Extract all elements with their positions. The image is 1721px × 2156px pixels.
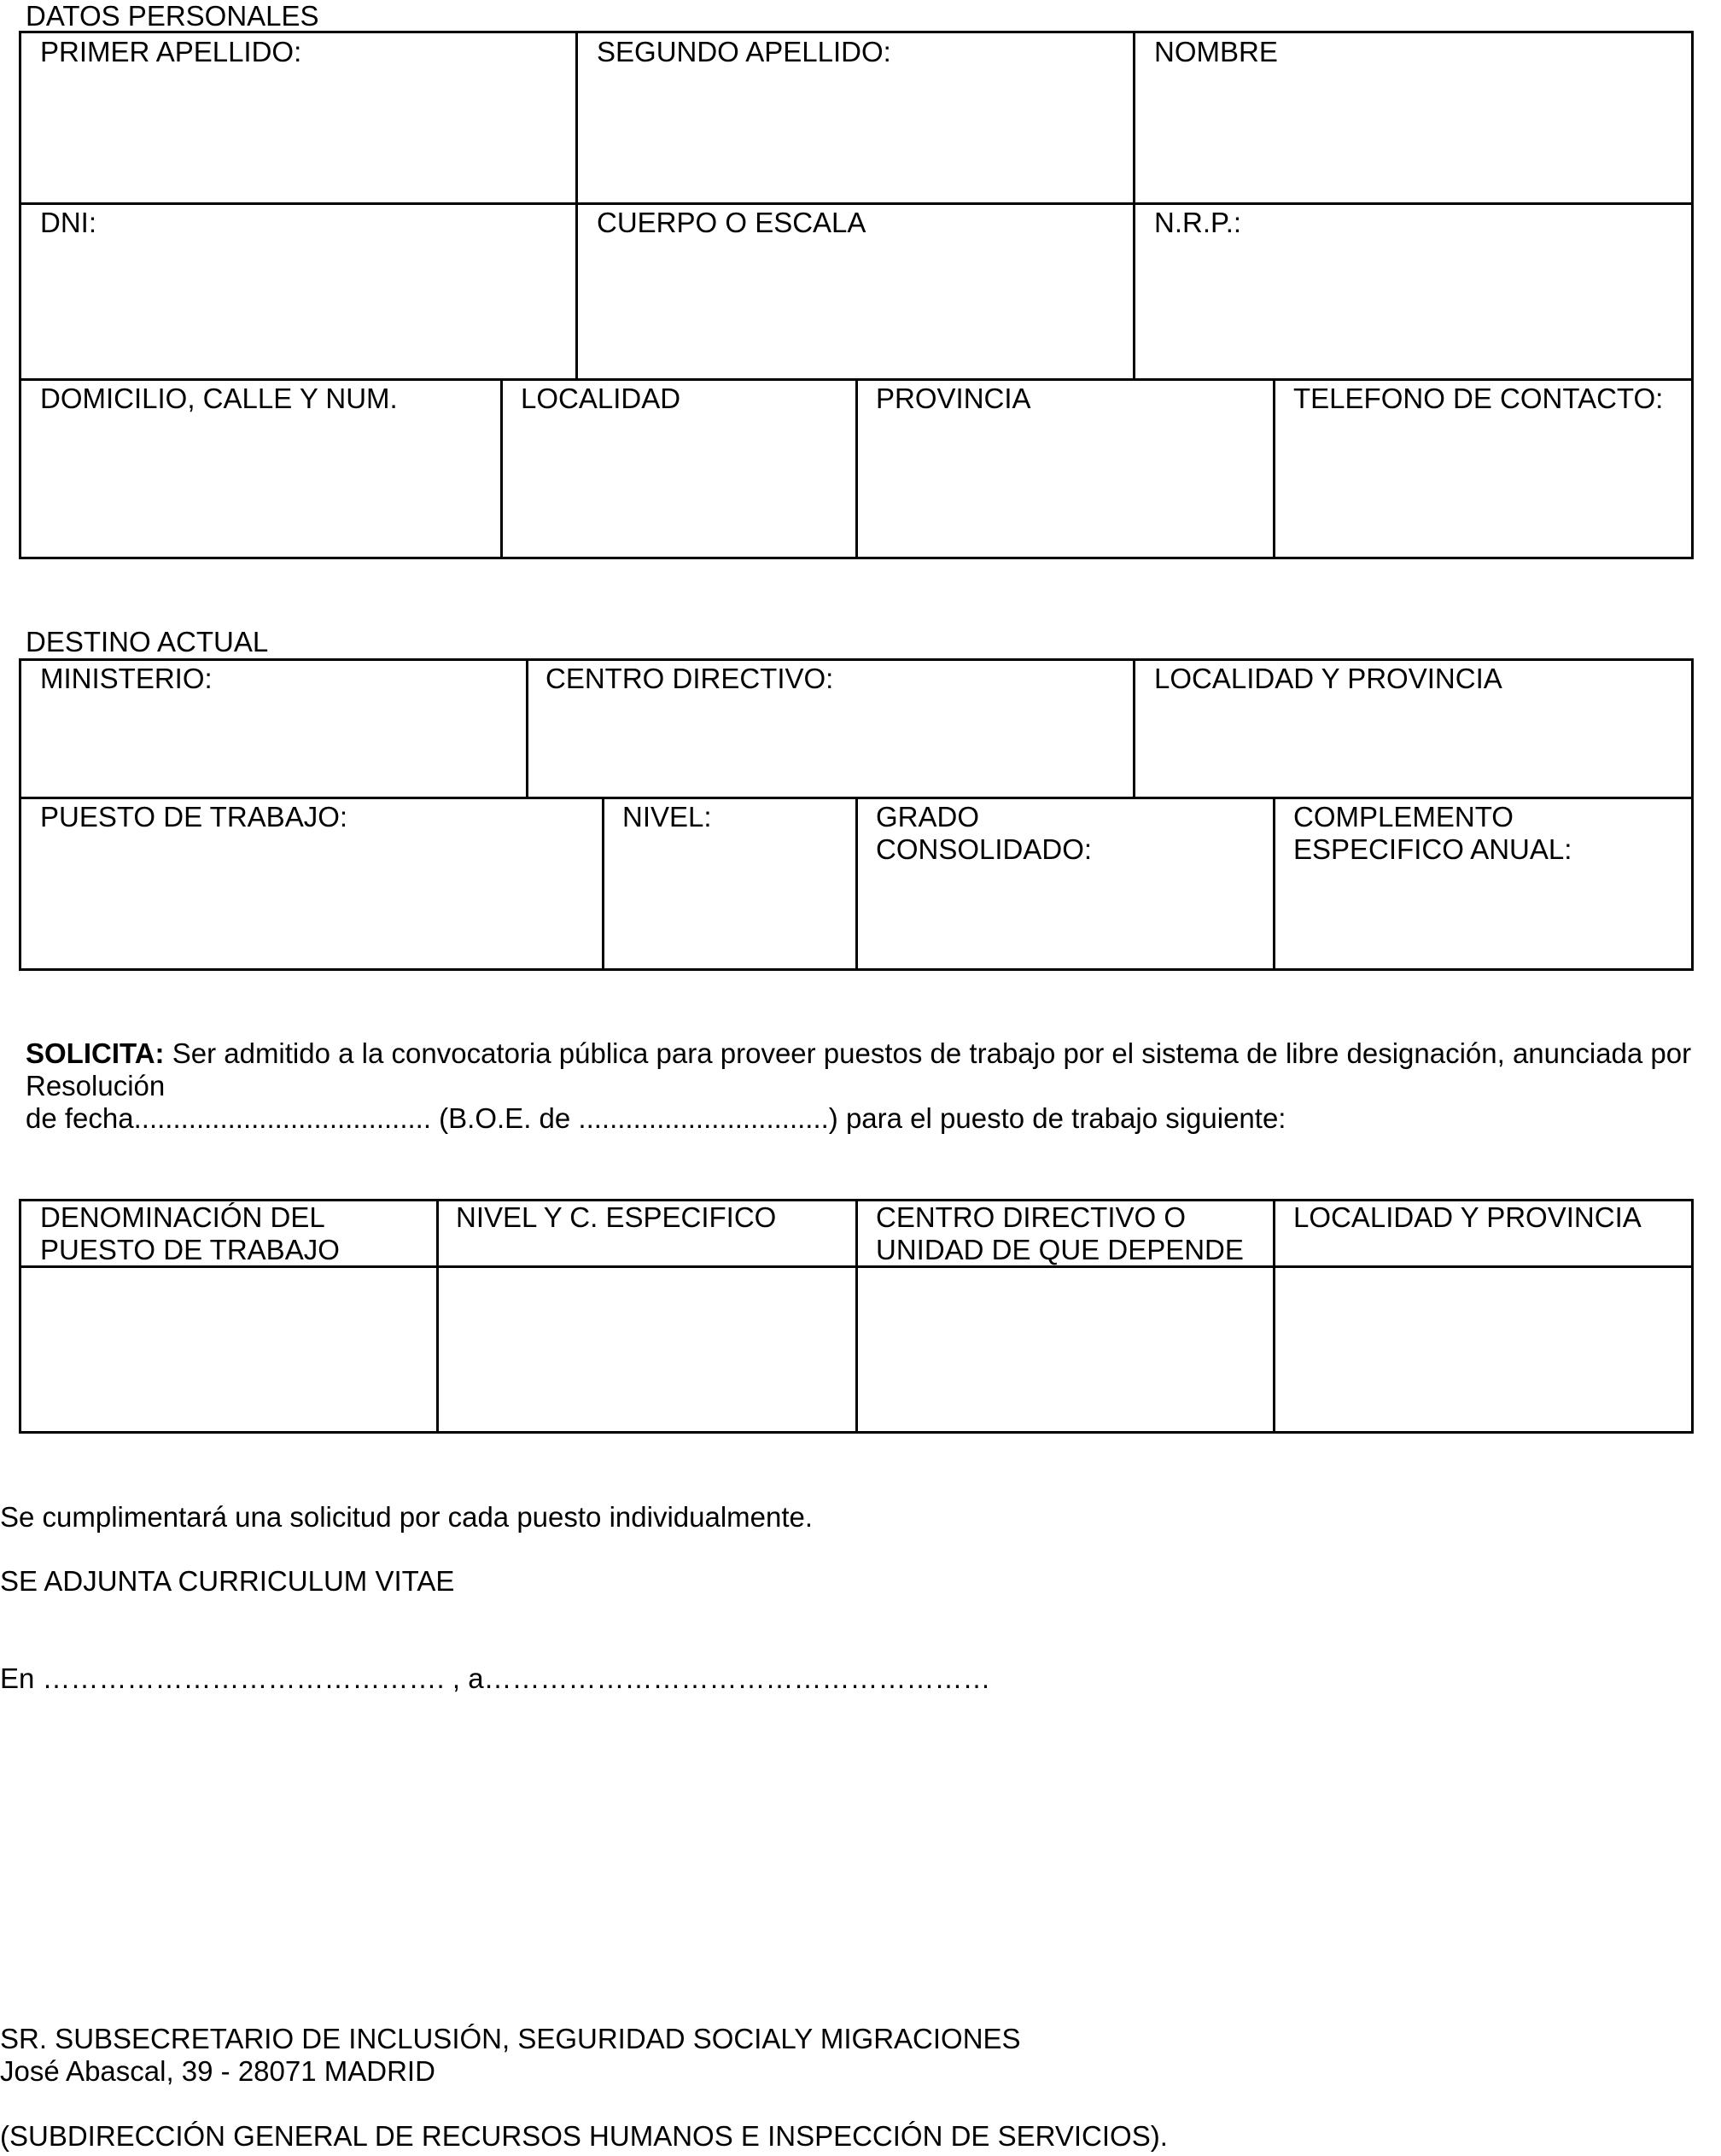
solicita-text: Ser admitido a la convocatoria pública para proveer puestos de trabajo por el sistema de libre designación, anunciada por [164,1037,1692,1069]
domicilio-label: DOMICILIO, CALLE Y NUM. [40,383,398,414]
segundo-apellido-label: SEGUNDO APELLIDO: [597,36,891,67]
denominacion-input-cell[interactable] [21,1268,436,1431]
grado-label-line2: CONSOLIDADO: [876,833,1093,865]
localidad-provincia-header: LOCALIDAD Y PROVINCIA [1293,1201,1642,1233]
nombre-label: NOMBRE [1154,36,1278,67]
cuerpo-escala-label: CUERPO O ESCALA [597,207,866,238]
puesto-trabajo-label: PUESTO DE TRABAJO: [40,801,348,833]
complemento-label-line1: COMPLEMENTO [1293,801,1514,833]
nivel-especifico-input-cell[interactable] [439,1268,855,1431]
solicita-paragraph-line1 [26,1037,1691,1070]
lugar-fecha-line[interactable]: En ……………………………………. , a……………………………………………… [0,1662,991,1694]
dni-label: DNI: [40,207,96,238]
dni-field[interactable] [21,205,575,378]
nrp-label: N.R.P.: [1154,207,1242,238]
localidad-label: LOCALIDAD [521,383,681,414]
una-solicitud-note: Se cumplimentará una solicitud por cada puesto individualmente. [0,1501,814,1533]
nivel-label: NIVEL: [622,801,712,833]
subdireccion-line: (SUBDIRECCIÓN GENERAL DE RECURSOS HUMANOS E INSPECCIÓN DE SERVICIOS). [0,2120,1168,2152]
solicita-paragraph-line2: Resolución [26,1070,166,1101]
solicita-paragraph-line3: de fecha...................................... (B.O.E. de ................................) para el puesto de trabajo siguiente: [26,1102,1286,1134]
centro-directivo-header-line2: UNIDAD DE QUE DEPENDE [876,1234,1244,1265]
centro-directivo-label: CENTRO DIRECTIVO: [545,663,834,694]
localidad-provincia-label: LOCALIDAD Y PROVINCIA [1154,663,1502,694]
destinatario-line: SR. SUBSECRETARIO DE INCLUSIÓN, SEGURIDAD SOCIALY MIGRACIONES [0,2023,1021,2054]
grado-label-line1: GRADO [876,801,980,833]
section-title-destino-actual: DESTINO ACTUAL [26,626,269,657]
provincia-label: PROVINCIA [876,383,1031,414]
ministerio-label: MINISTERIO: [40,663,213,694]
denominacion-header-line1: DENOMINACIÓN DEL [40,1201,325,1233]
localidad-provincia-input-cell[interactable] [1275,1268,1691,1431]
nivel-especifico-header: NIVEL Y C. ESPECIFICO [456,1201,777,1233]
centro-directivo-header-line1: CENTRO DIRECTIVO O [876,1201,1187,1233]
denominacion-header-line2: PUESTO DE TRABAJO [40,1234,340,1265]
solicita-label: SOLICITA: [26,1037,165,1069]
section-title-datos-personales: DATOS PERSONALES [26,0,319,32]
primer-apellido-label: PRIMER APELLIDO: [40,36,302,67]
direccion-line: José Abascal, 39 - 28071 MADRID [0,2055,435,2087]
telefono-label: TELEFONO DE CONTACTO: [1293,383,1664,414]
adjunta-cv-note: SE ADJUNTA CURRICULUM VITAE [0,1565,455,1597]
complemento-label-line2: ESPECIFICO ANUAL: [1293,833,1572,865]
centro-directivo-input-cell[interactable] [858,1268,1273,1431]
